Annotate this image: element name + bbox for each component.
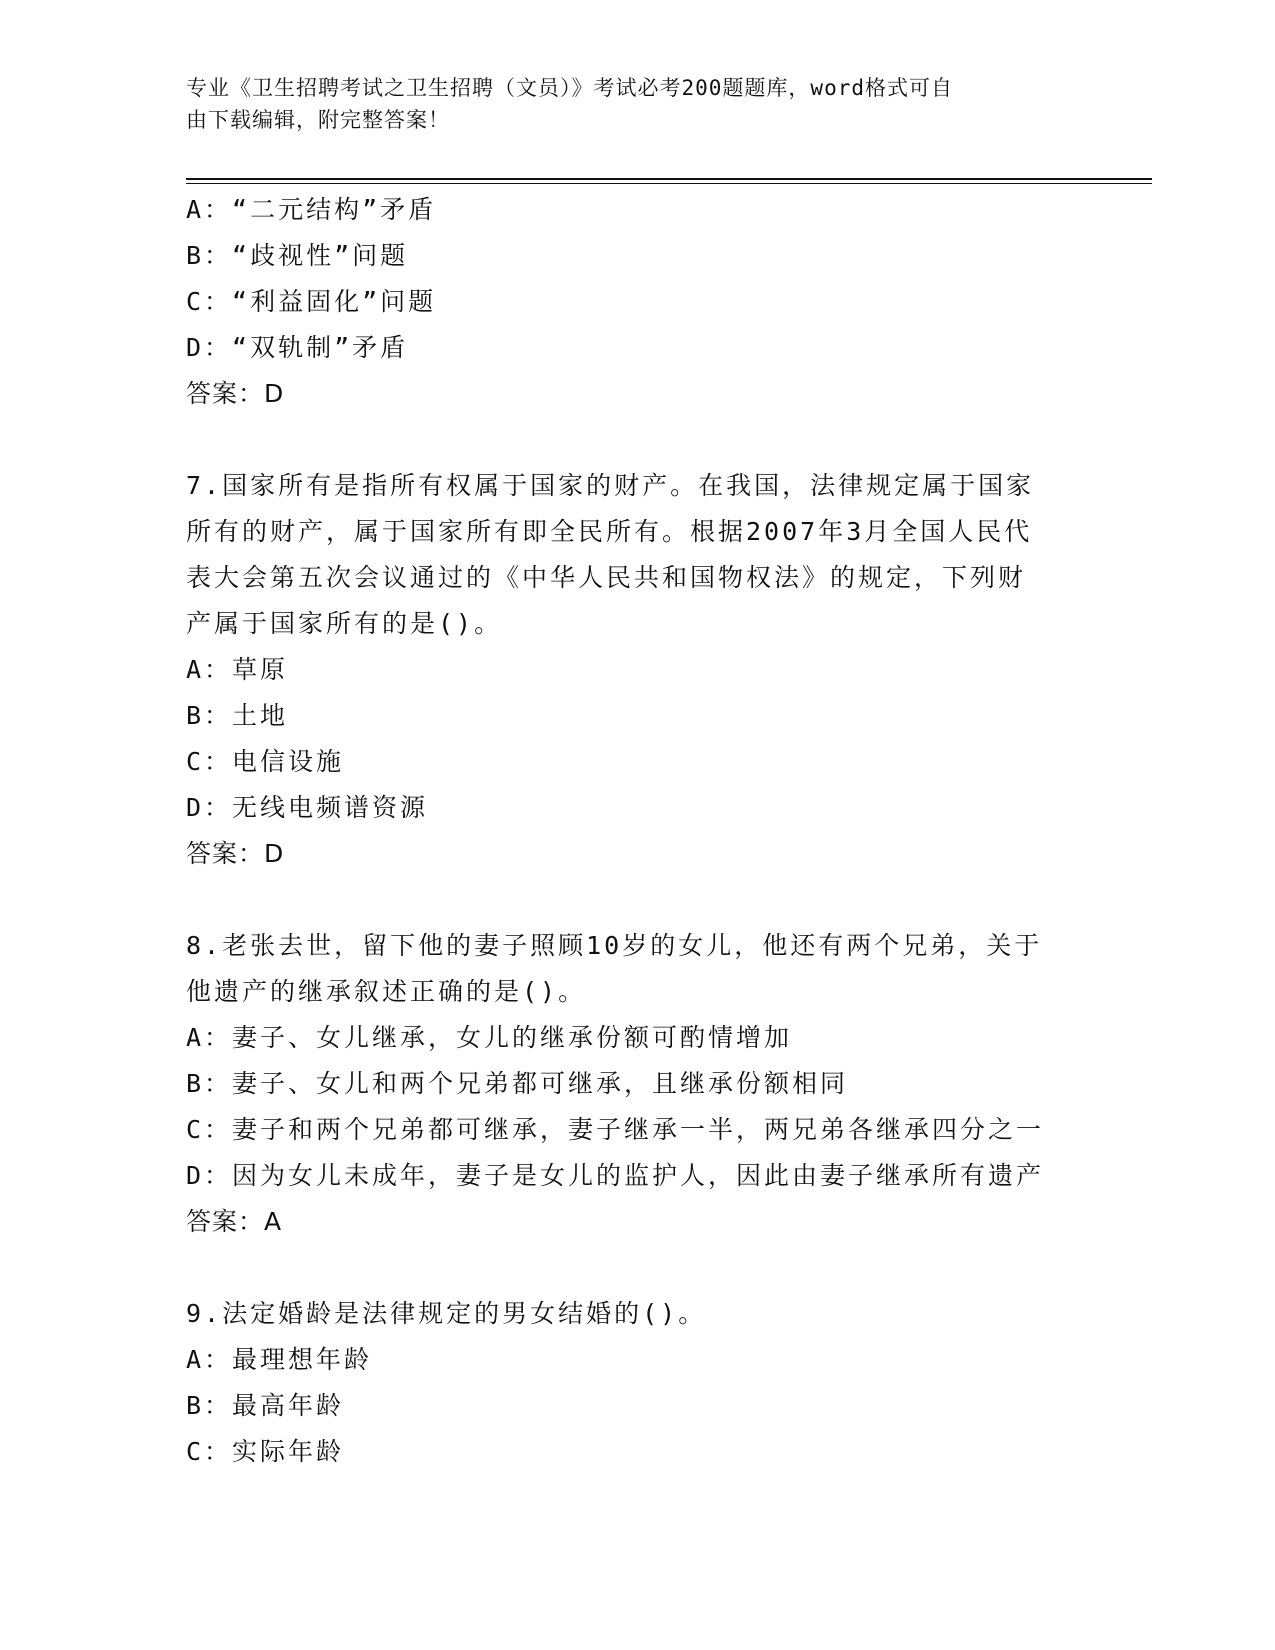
question-stem-line: 7.国家所有是指所有权属于国家的财产。在我国，法律规定属于国家 [186,471,1035,500]
header-divider-thin [186,183,1152,184]
question-6 [186,187,1086,417]
option-d: D：因为女儿未成年，妻子是女儿的监护人，因此由妻子继承所有遗产 [186,1161,1045,1190]
option-b: B：土地 [186,701,289,730]
answer-line: 答案：D [186,379,285,408]
option-b: B：最高年龄 [186,1391,345,1420]
header-line-2: 由下载编辑，附完整答案！ [186,108,450,132]
option-a: A：最理想年龄 [186,1345,373,1374]
header-divider-thick [186,178,1152,180]
question-stem-line: 8.老张去世，留下他的妻子照顾10岁的女儿，他还有两个兄弟，关于 [186,931,1043,960]
question-list [186,187,1086,1475]
question-9 [186,1291,1086,1475]
option-d: D：无线电频谱资源 [186,793,429,822]
option-b: B：“歧视性”问题 [186,241,409,270]
spacer [186,417,1086,463]
question-stem-line: 产属于国家所有的是()。 [186,609,503,638]
option-c: C：“利益固化”问题 [186,287,437,316]
option-d: D：“双轨制”矛盾 [186,333,409,362]
option-b: B：妻子、女儿和两个兄弟都可继承，且继承份额相同 [186,1069,849,1098]
spacer [186,877,1086,923]
spacer [186,1245,1086,1291]
option-a: A：草原 [186,655,289,684]
option-a: A：妻子、女儿继承，女儿的继承份额可酌情增加 [186,1023,793,1052]
option-c: C：实际年龄 [186,1437,345,1466]
answer-line: 答案：D [186,839,285,868]
question-stem-line: 所有的财产，属于国家所有即全民所有。根据2007年3月全国人民代 [186,517,1033,546]
header-line-1: 专业《卫生招聘考试之卫生招聘（文员）》考试必考200题题库，word格式可自 [186,76,953,100]
question-7 [186,463,1086,877]
option-c: C：电信设施 [186,747,345,776]
question-stem-line: 他遗产的继承叙述正确的是()。 [186,977,587,1006]
option-c: C：妻子和两个兄弟都可继承，妻子继承一半，两兄弟各继承四分之一 [186,1115,1045,1144]
question-stem-line: 表大会第五次会议通过的《中华人民共和国物权法》的规定，下列财 [186,563,1027,592]
question-8 [186,923,1086,1245]
option-a: A：“二元结构”矛盾 [186,195,437,224]
answer-line: 答案：A [186,1207,283,1236]
document-header [186,72,1066,136]
question-stem-line: 9.法定婚龄是法律规定的男女结婚的()。 [186,1299,707,1328]
